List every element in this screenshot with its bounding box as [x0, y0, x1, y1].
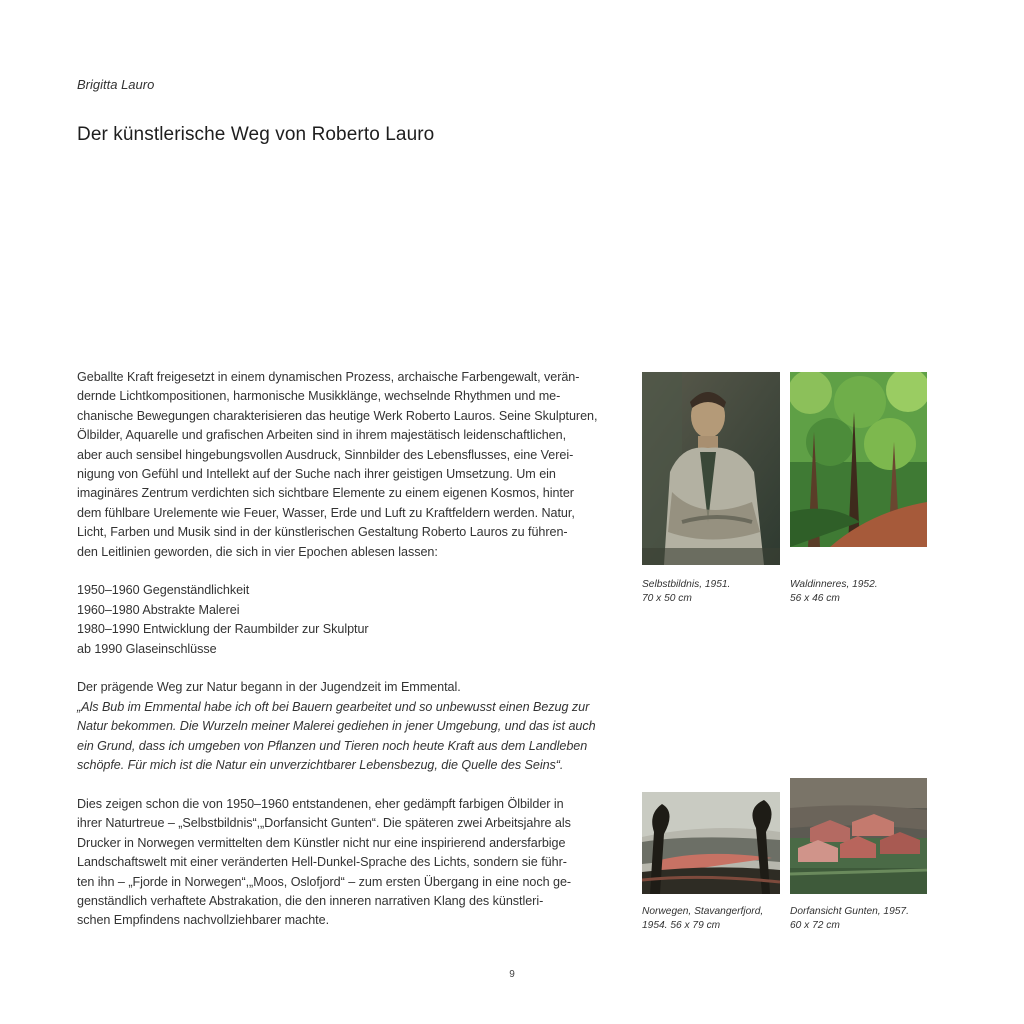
body-line: dem fühlbare Urelemente wie Feuer, Wasser, Erde und Luft zu Kraftfeldern werden. Natur,	[77, 505, 575, 520]
body-line: imaginäres Zentrum verdichten sich sichtbare Elemente zu einem eigenen Kosmos, hinter	[77, 486, 574, 501]
epoch-line: ab 1990 Glaseinschlüsse	[77, 641, 217, 656]
body-line: Drucker in Norwegen vermittelten dem Künstler nicht nur eine inspirierend andersfarbige	[77, 835, 566, 850]
body-line: schen Empfindens nachvollziehbarer machte.	[77, 913, 330, 928]
body-line: den Leitlinien geworden, die sich in vier Epochen ablesen lassen:	[77, 544, 438, 559]
epoch-line: 1950–1960 Gegenständlichkeit	[77, 583, 250, 598]
caption-dimensions: 1954. 56 x 79 cm	[642, 920, 721, 931]
caption-dimensions: 60 x 72 cm	[790, 920, 840, 931]
caption-norwegen	[642, 905, 763, 933]
body-line: Geballte Kraft freigesetzt in einem dynamischen Prozess, archaische Farbengewalt, verän-	[77, 370, 580, 384]
body-line: Ölbilder, Aquarelle und grafischen Arbeiten sind in ihrem majestätisch leidenschaftlichen,	[77, 428, 567, 443]
body-line: genständlich verhaftete Abstrakation, die den inneren narrativen Klang des künstleri-	[77, 893, 544, 908]
body-line: ihrer Naturtreue – „Selbstbildnis“,„Dorfansicht Gunten“. Die späteren zwei Arbeitsjahre als	[77, 816, 571, 831]
page-number: 9	[509, 969, 515, 980]
body-line: aber auch sensibel hingebungsvollen Ausdruck, Sinnbilder des Lebensflusses, eine Verei-	[77, 447, 574, 462]
quote-line: Natur bekommen. Die Wurzeln meiner Malerei gediehen in jener Umgebung, und das ist auch	[77, 719, 596, 734]
epoch-line: 1960–1980 Abstrakte Malerei	[77, 602, 240, 617]
body-line: dernde Lichtkompositionen, harmonische Musikklänge, wechselnde Rhythmen und me-	[77, 389, 561, 404]
caption-title: Norwegen, Stavangerfjord,	[642, 906, 764, 917]
body-line: nigung von Gefühl und Intellekt auf der Suche nach ihrer geistigen Umsetzung. Um ein	[77, 467, 556, 482]
caption-title: Dorfansicht Gunten, 1957.	[790, 906, 909, 917]
body-line: Landschaftswelt mit einer veränderten Hell-Dunkel-Sprache des Lichts, sondern sie führ-	[77, 855, 567, 870]
article-title: Der künstlerische Weg von Roberto Lauro	[77, 124, 435, 145]
caption-dimensions: 70 x 50 cm	[642, 593, 692, 604]
author-name: Brigitta Lauro	[77, 77, 155, 92]
quote-line: „Als Bub im Emmental habe ich oft bei Bauern gearbeitet und so unbewusst einen Bezug zur	[77, 699, 590, 714]
article-body	[77, 368, 622, 931]
body-line: chanische Bewegungen charakterisieren das heutige Werk Roberto Lauros. Seine Skulpturen,	[77, 408, 598, 423]
caption-title: Selbstbildnis, 1951.	[642, 579, 731, 590]
body-line: Licht, Farben und Musik sind in der künstlerischen Gestaltung Roberto Lauros zu führen-	[77, 525, 568, 540]
caption-title: Waldinneres, 1952.	[790, 579, 878, 590]
quote-line: schöpfe. Für mich ist die Natur ein unverzichtbarer Lebensbezug, die Quelle des Seins“.	[77, 758, 564, 773]
body-line: ten ihn – „Fjorde in Norwegen“,„Moos, Oslofjord“ – zum ersten Übergang in eine noch ge-	[77, 874, 572, 889]
caption-dimensions: 56 x 46 cm	[790, 593, 840, 604]
painting-norwegen-stavangerfjord	[642, 792, 780, 894]
caption-dorfansicht	[790, 905, 909, 933]
caption-waldinneres	[790, 578, 878, 606]
painting-waldinneres	[790, 372, 927, 547]
caption-selbstbildnis	[642, 578, 730, 606]
quote-line: ein Grund, dass ich umgeben von Pflanzen und Tieren noch heute Kraft aus dem Landleben	[77, 738, 588, 753]
nature-intro: Der prägende Weg zur Natur begann in der Jugendzeit im Emmental.	[77, 680, 461, 695]
epoch-line: 1980–1990 Entwicklung der Raumbilder zur Skulptur	[77, 622, 369, 637]
body-line: Dies zeigen schon die von 1950–1960 entstandenen, eher gedämpft farbigen Ölbilder in	[77, 796, 564, 811]
painting-selbstbildnis	[642, 372, 780, 565]
painting-dorfansicht-gunten	[790, 778, 927, 894]
